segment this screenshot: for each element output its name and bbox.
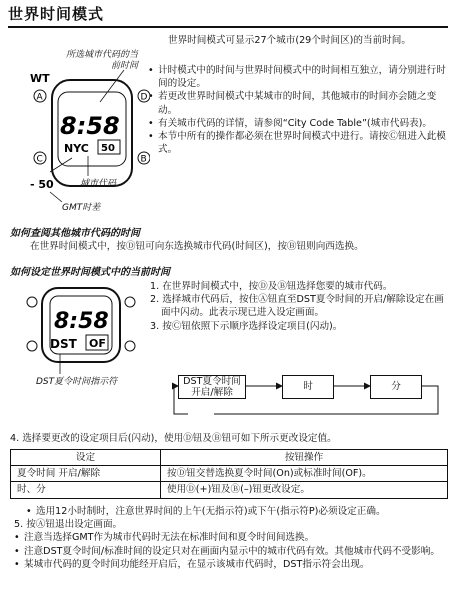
list-item: • 若更改世界时间模式中某城市的时间，其他城市的时间亦会随之变动。 (148, 90, 448, 116)
list-item: • 注意当选择GMT作为城市代码时无法在标准时间和夏令时间间选换。 (14, 531, 450, 544)
list-item: • 计时模式中的时间与世界时间模式中的时间相互独立，请分别进行时间的设定。 (148, 64, 448, 90)
title-divider (8, 26, 448, 28)
off-readout: OF (89, 337, 106, 350)
button-a[interactable] (27, 297, 37, 307)
intro-text: 世界时间模式可显示27个城市(29个时间区)的当前时间。 (168, 35, 411, 46)
table-header: 按钮操作 (161, 450, 448, 466)
dst-indicator-label: DST夏令时间指示符 (36, 377, 118, 387)
section-heading-view-city: 如何查阅其他城市代码的时间 (10, 228, 140, 239)
list-item: 1. 在世界时间模式中，按Ⓓ及Ⓑ钮选择您要的城市代码。 (150, 281, 393, 292)
button-d[interactable] (125, 297, 135, 307)
callout-city-code: 城市代码 (80, 179, 117, 189)
table-cell: 按Ⓓ钮交替选换夏令时间(On)或标准时间(OF)。 (161, 466, 448, 482)
gmt-offset-readout: - 50 (30, 178, 54, 191)
dst-readout: DST (50, 337, 77, 351)
list-item: • 某城市代码的夏令时间功能经开启后，在显示该城市代码时，DST指示符会出现。 (14, 558, 450, 571)
list-item: 2. 选择城市代码后，按住Ⓐ钮直至DST夏令时间的开启/解除设定在画面中闪动。此表示现已进入设定画面。 (150, 294, 444, 319)
section-heading-set-time: 如何设定世界时间模式中的当前时间 (10, 267, 170, 278)
setting-steps (150, 280, 450, 333)
list-item: • 选用12小时制时，注意世界时间的上午(无指示符)或下午(指示符P)必须设定正确。 (26, 505, 450, 518)
settings-table (10, 449, 448, 499)
list-item: • 本节中所有的操作都必须在世界时间模式中进行。请按Ⓒ钮进入此模式。 (148, 130, 448, 156)
flow-box-hour: 时 (282, 375, 334, 399)
callout-current-time: 所选城市代码的当前时间 (65, 50, 138, 72)
table-header: 设定 (11, 450, 161, 466)
seconds-readout: 50 (101, 143, 115, 154)
list-item: • 注意DST夏令时间/标准时间的设定只对在画面内显示中的城市代码有效。其他城市代码不受影响。 (14, 545, 450, 558)
notes-section (14, 505, 450, 571)
step-4-text: 4. 选择要更改的设定项目后(闪动)，使用Ⓓ钮及Ⓑ钮可如下所示更改设定值。 (10, 433, 337, 444)
button-d-label: D (140, 92, 148, 103)
city-code-readout: NYC (64, 142, 89, 155)
intro-bullets (148, 64, 448, 157)
button-b-label: B (140, 154, 147, 165)
button-c[interactable] (27, 341, 37, 351)
list-item: 3. 按Ⓒ钮依照下示顺序选择设定项目(闪动)。 (150, 320, 343, 332)
mode-label: WT (30, 72, 50, 85)
step-5-text: 5. 按Ⓐ钮退出设定画面。 (14, 519, 123, 531)
table-row (11, 466, 448, 482)
callout-gmt-offset: GMT时差 (62, 203, 101, 213)
flow-box-dst: DST夏令时间 开启/解除 (178, 375, 246, 399)
time-readout: 8:58 (60, 112, 120, 140)
watch-figure-dst (20, 284, 140, 376)
page-title: 世界时间模式 (8, 5, 105, 23)
table-header-row (11, 450, 448, 466)
button-b[interactable] (125, 341, 135, 351)
table-cell: 时、分 (11, 482, 161, 498)
time-readout: 8:58 (54, 309, 109, 334)
table-cell: 夏令时间 开启/解除 (11, 466, 161, 482)
section-text-view-city: 在世界时间模式中，按Ⓓ钮可向东选换城市代码(时间区)，按Ⓑ钮则向西选换。 (30, 241, 364, 252)
flow-box-minute: 分 (370, 375, 422, 399)
table-row (11, 482, 448, 498)
table-cell: 使用Ⓓ(+)钮及Ⓑ(–)钮更改设定。 (161, 482, 448, 498)
button-c-label: C (36, 154, 43, 165)
button-a-label: A (36, 92, 43, 103)
intro-paragraph (148, 34, 448, 47)
list-item: • 有关城市代码的详情，请参阅“City Code Table”(城市代码表)。 (148, 117, 448, 130)
